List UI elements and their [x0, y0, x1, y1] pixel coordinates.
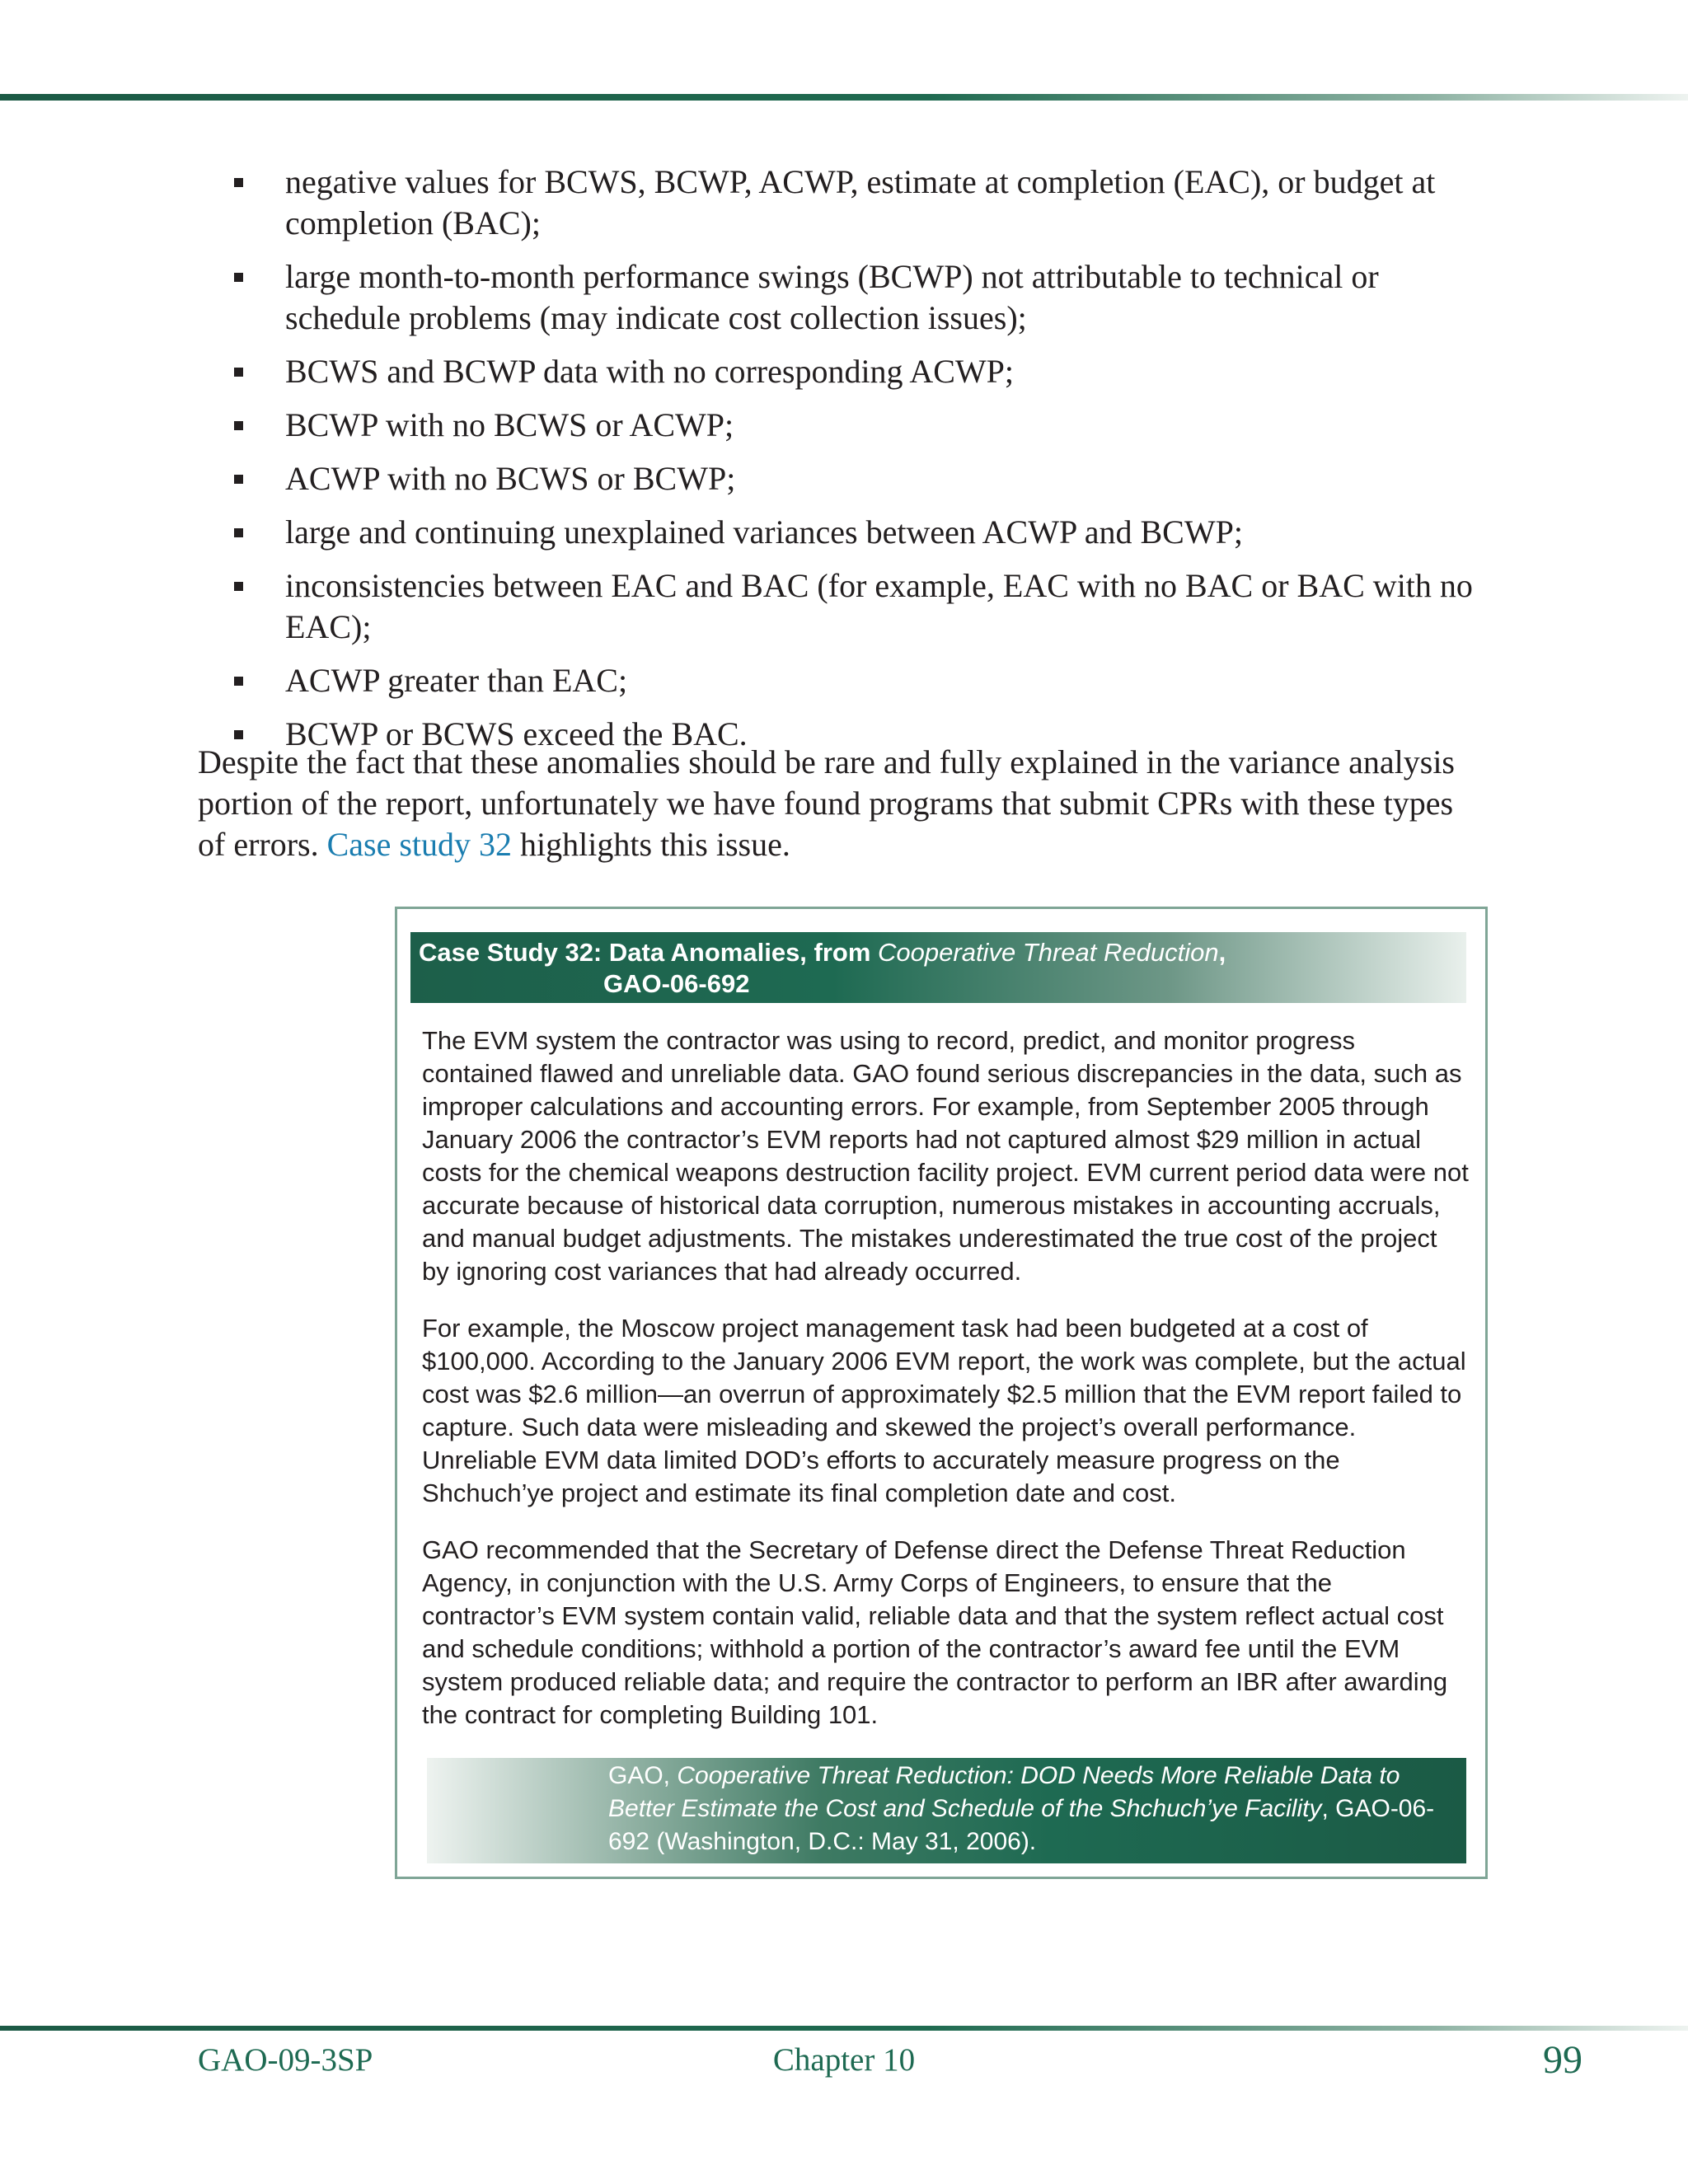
- bullet-text: large and continuing unexplained variances between ACWP and BCWP;: [285, 513, 1243, 551]
- bullet-text: inconsistencies between EAC and BAC (for example, EAC with no BAC or BAC with no EAC);: [285, 567, 1473, 645]
- bullet-text: ACWP with no BCWS or BCWP;: [285, 460, 736, 497]
- page-number: 99: [1543, 2038, 1582, 2082]
- body-paragraph: [198, 742, 1459, 865]
- header-rule: [0, 94, 1688, 101]
- square-bullet-icon: [234, 475, 243, 484]
- list-item: [198, 458, 1484, 499]
- square-bullet-icon: [234, 273, 243, 282]
- case-study-body: [422, 1024, 1469, 1755]
- paragraph-text: Despite the fact that these anomalies should be rare and fully explained in the variance analysis portion of the report, unfortunately we have found programs that submit CPRs with these types of errors.: [198, 743, 1455, 863]
- bullet-text: large month-to-month performance swings (BCWP) not attributable to technical or schedule problems (may indicate cost collection issues);: [285, 258, 1379, 336]
- footer-chapter: Chapter 10: [772, 2042, 916, 2078]
- case-study-source-title: Cooperative Threat Reduction: [878, 938, 1219, 967]
- case-study-title: [419, 937, 1458, 968]
- list-item: [198, 351, 1484, 392]
- list-item: [198, 565, 1484, 648]
- case-study-title-comma: ,: [1218, 938, 1226, 967]
- case-study-paragraph: GAO recommended that the Secretary of Defense direct the Defense Threat Reduction Agency, in conjunction with the U.S. Army Corps of Engineers, to ensure that the contractor’s EVM system contain valid, reliable data and that the system reflect actual cost and schedule conditions; withhold a portion of the contractor’s award fee until the EVM system produced reliable data; and require the contractor to perform an IBR after awarding the contract for completing Building 101.: [422, 1535, 1448, 1729]
- case-study-paragraph: For example, the Moscow project management task had been budgeted at a cost of $100,000. According to the January 2006 EVM report, the work was complete, but the actual cost was $2.6 million—an overrun of approximately $2.5 million that the EVM report failed to capture. Such data were misleading and skewed the project’s overall performance. Unreliable EVM data limited DOD’s efforts to accurately measure progress on the Shchuch’ye project and estimate its final completion date and cost.: [422, 1314, 1466, 1507]
- case-study-title-text: Data Anomalies, from: [602, 938, 879, 967]
- footer-rule: [0, 2026, 1688, 2031]
- list-item: [198, 660, 1484, 701]
- square-bullet-icon: [234, 421, 243, 430]
- list-item: [198, 512, 1484, 553]
- bullet-text: negative values for BCWS, BCWP, ACWP, estimate at completion (EAC), or budget at completion (BAC);: [285, 163, 1436, 241]
- citation-title: Cooperative Threat Reduction: DOD Needs More Reliable Data to Better Estimate the Cost and Schedule of the Shchuch’ye Facility: [608, 1762, 1400, 1822]
- bullet-text: BCWP with no BCWS or ACWP;: [285, 406, 734, 443]
- case-study-box: [395, 907, 1488, 1879]
- bullet-text: BCWS and BCWP data with no corresponding ACWP;: [285, 353, 1015, 390]
- list-item: [198, 256, 1484, 339]
- citation-prefix: GAO,: [608, 1762, 678, 1789]
- square-bullet-icon: [234, 730, 243, 739]
- list-item: [198, 405, 1484, 446]
- case-study-32-link[interactable]: Case study 32: [326, 826, 513, 863]
- case-study-paragraph: The EVM system the contractor was using to record, predict, and monitor progress contained flawed and unreliable data. GAO found serious discrepancies in the data, such as improper calculations and accounting errors. For example, from September 2005 through January 2006 the contractor’s EVM reports had not captured almost $29 million in actual costs for the chemical weapons destruction facility project. EVM current period data were not accurate because of historical data corruption, numerous mistakes in accounting accruals, and manual budget adjustments. The mistakes underestimated the true cost of the project by ignoring cost variances that had already occurred.: [422, 1026, 1469, 1286]
- list-item: [198, 162, 1484, 244]
- anomaly-bullet-list: [198, 162, 1484, 767]
- case-study-header: [410, 932, 1466, 1003]
- paragraph-text-end: highlights this issue.: [512, 826, 790, 863]
- square-bullet-icon: [234, 528, 243, 537]
- footer-report-id: GAO-09-3SP: [198, 2042, 373, 2078]
- square-bullet-icon: [234, 178, 243, 187]
- square-bullet-icon: [234, 368, 243, 377]
- bullet-text: ACWP greater than EAC;: [285, 662, 628, 699]
- bullet-text: BCWP or BCWS exceed the BAC.: [285, 715, 748, 752]
- case-study-label: Case Study 32:: [419, 938, 603, 967]
- citation-suffix: , GAO-06-692 (Washington, D.C.: May 31, 2006).: [608, 1795, 1435, 1855]
- square-bullet-icon: [234, 677, 243, 686]
- square-bullet-icon: [234, 582, 243, 591]
- case-study-report-number: GAO-06-692: [603, 969, 750, 998]
- case-study-citation: [427, 1758, 1466, 1863]
